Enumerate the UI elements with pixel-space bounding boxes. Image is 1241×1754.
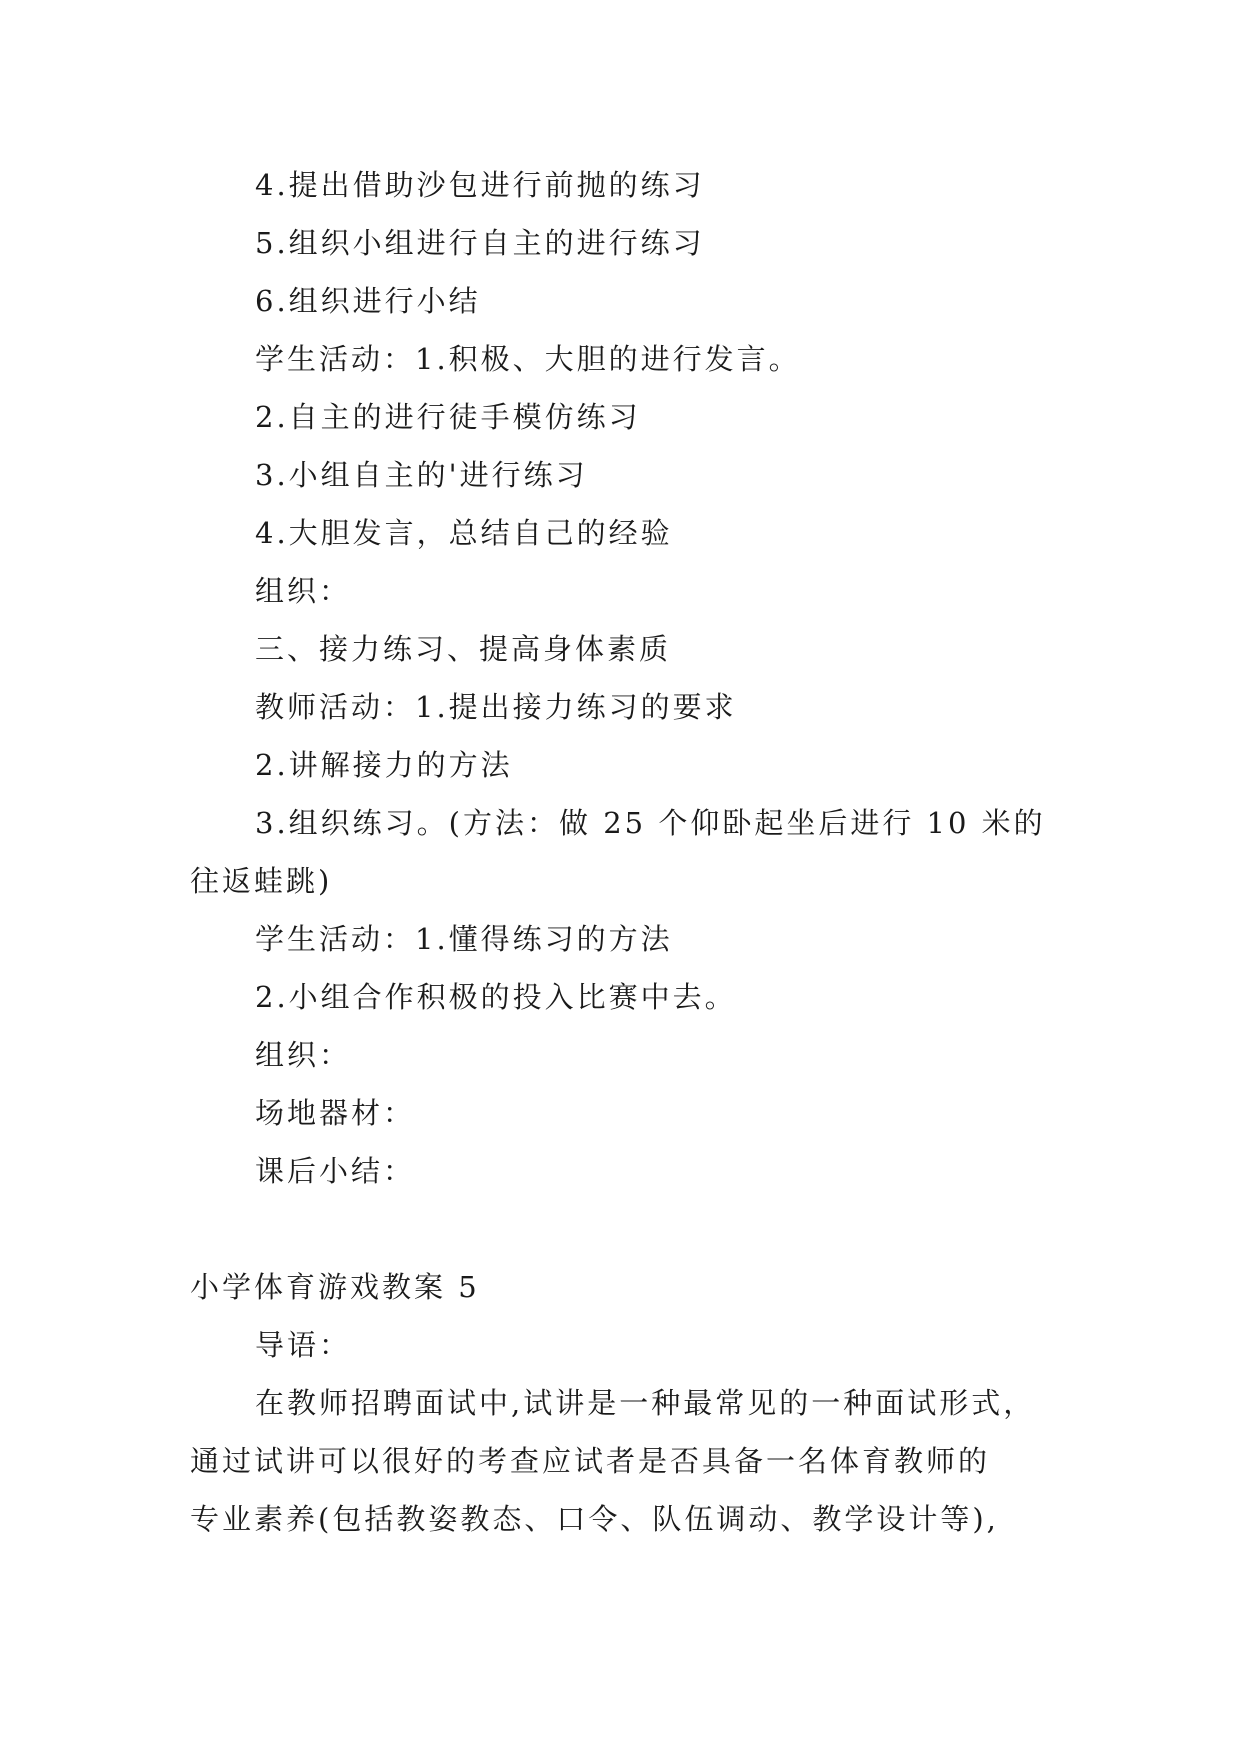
text-line: 2.讲解接力的方法: [255, 748, 513, 782]
text-line: 2.自主的进行徒手模仿练习: [255, 400, 641, 434]
text-line: 3.组织练习。(方法：做 25 个仰卧起坐后进行 10 米的: [255, 806, 1046, 840]
section-heading: 三、接力练习、提高身体素质: [255, 632, 672, 666]
text-line: 5.组织小组进行自主的进行练习: [255, 226, 705, 260]
text-line: 2.小组合作积极的投入比赛中去。: [255, 980, 737, 1014]
text-line: 学生活动：1.积极、大胆的进行发言。: [255, 342, 801, 376]
text-line: 4.大胆发言，总结自己的经验: [255, 516, 673, 550]
paragraph-line: 通过试讲可以很好的考查应试者是否具备一名体育教师的: [190, 1444, 991, 1478]
document-title: 小学体育游戏教案 5: [190, 1270, 480, 1304]
text-line: 课后小结：: [255, 1154, 416, 1188]
text-line: 3.小组自主的'进行练习: [255, 458, 588, 492]
paragraph-line: 在教师招聘面试中,试讲是一种最常见的一种面试形式，: [255, 1386, 1036, 1420]
text-line: 学生活动：1.懂得练习的方法: [255, 922, 673, 956]
text-line: 6.组织进行小结: [255, 284, 481, 318]
text-line: 4.提出借助沙包进行前抛的练习: [255, 168, 705, 202]
text-line: 导语：: [255, 1328, 352, 1362]
text-line: 组织：: [255, 1038, 352, 1072]
text-line: 场地器材：: [255, 1096, 416, 1130]
text-line: 往返蛙跳): [190, 864, 333, 898]
paragraph-line: 专业素养(包括教姿教态、口令、队伍调动、教学设计等),: [190, 1502, 999, 1536]
text-line: 组织：: [255, 574, 352, 608]
text-line: 教师活动：1.提出接力练习的要求: [255, 690, 737, 724]
